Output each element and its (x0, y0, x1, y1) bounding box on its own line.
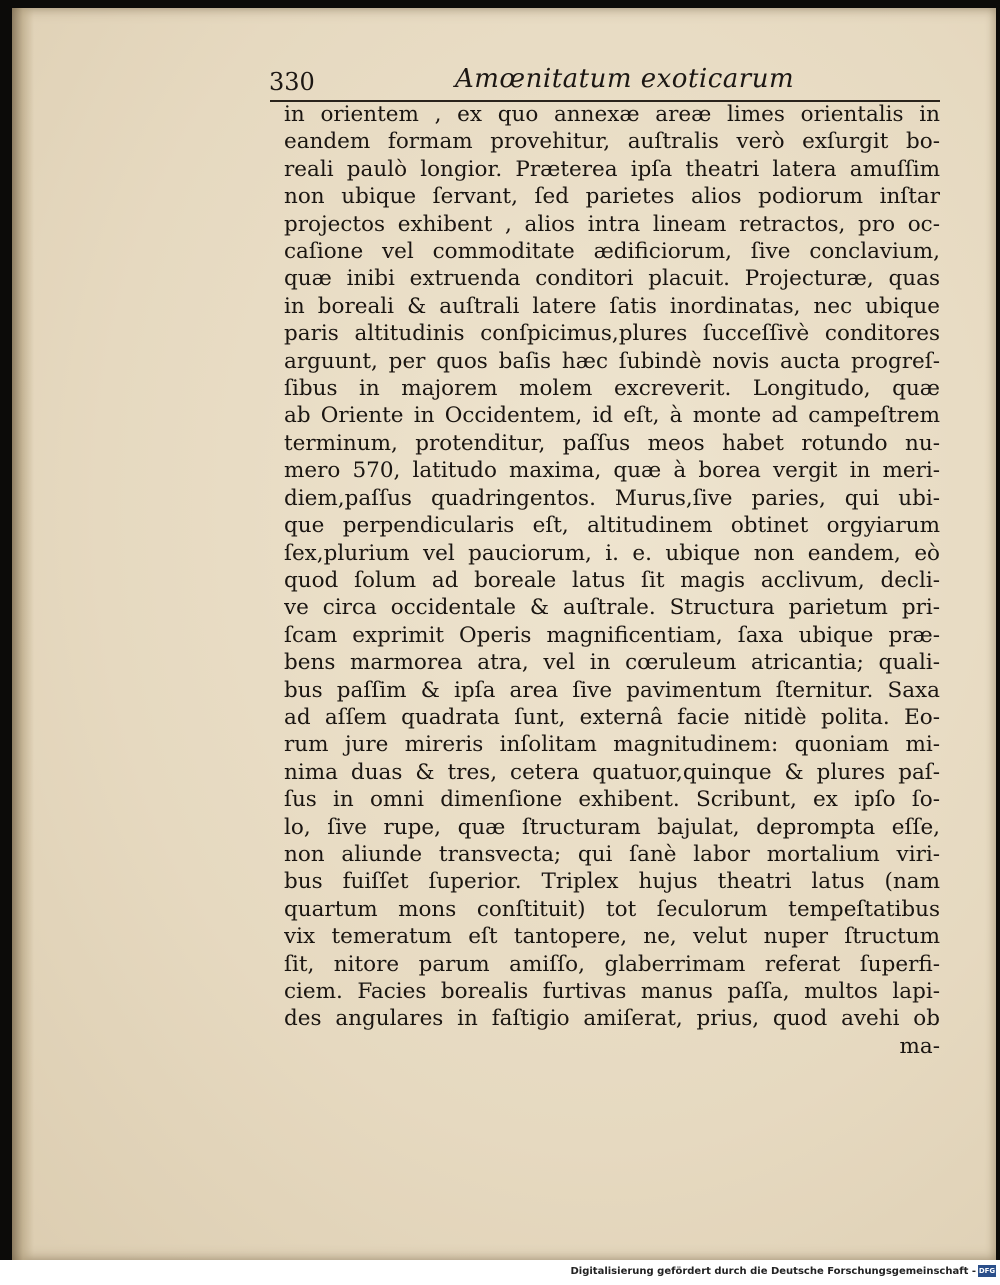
text-line: in orientem , ex quo annexæ areæ limes orientalis in (284, 102, 940, 127)
text-line: quartum mons conſtituit) tot ſeculorum tempeſtatibus (284, 896, 940, 922)
text-line: terminum, protenditur, paſſus meos habet rotundo nu- (284, 430, 940, 456)
text-line: diem,paſſus quadringentos. Murus,ſive paries, qui ubi- (284, 485, 940, 511)
text-line: bens marmorea atra, vel in cœruleum atricantia; quali- (284, 650, 940, 676)
text-line: in boreali & auſtrali latere ſatis inordinatas, nec ubique (284, 293, 940, 319)
text-line: lo, ſive rupe, quæ ſtructuram bajulat, deprompta eſſe, (284, 814, 940, 840)
text-line: eandem formam provehitur, auſtralis verò exſurgit bo- (284, 129, 940, 155)
text-line: ab Oriente in Occidentem, id eſt, à monte ad campeſtrem (284, 403, 940, 429)
text-line: arguunt, per quos baſis hæc ſubindè novis aucta progreſ- (284, 348, 940, 374)
text-line: vix temeratum eſt tantopere, ne, velut nuper ſtructum (284, 924, 940, 950)
footer-bar (0, 1260, 1000, 1285)
text-line: ciem. Facies borealis furtivas manus paſſa, multos lapi- (284, 979, 940, 1004)
text-line: rum jure mireris inſolitam magnitudinem: quoniam mi- (284, 732, 940, 758)
text-line: ſcam exprimit Operis magnificentiam, ſaxa ubique præ- (284, 622, 940, 648)
text-line: ſibus in majorem molem excreverit. Longitudo, quæ (284, 376, 940, 402)
funding-credit: Digitalisierung gefördert durch die Deutsche Forschungsgemeinschaft - (570, 1266, 976, 1277)
text-line: quod ſolum ad boreale latus ſit magis acclivum, decli- (284, 567, 940, 593)
catchword: ma- (899, 1033, 940, 1059)
body-text (284, 101, 940, 1060)
running-head (269, 62, 939, 96)
text-line: mero 570, latitudo maxima, quæ à borea vergit in meri- (284, 458, 940, 484)
page-number: 330 (269, 68, 315, 96)
text-line: bus paſſim & ipſa area ſive pavimentum ſternitur. Saxa (284, 677, 940, 703)
text-line: quæ inibi extruenda conditori placuit. Projecturæ, quas (284, 266, 940, 292)
text-line: ſit, nitore parum amiſſo, glaberrimam referat ſuperfi- (284, 951, 940, 977)
running-title: Amœnitatum exoticarum (455, 64, 795, 94)
text-line: non aliunde transvecta; qui ſanè labor mortalium viri- (284, 841, 940, 867)
text-line: projectos exhibent , alios intra lineam retractos, pro oc- (284, 211, 940, 237)
text-line: reali paulò longior. Præterea ipſa theatri latera amuſſim (284, 156, 940, 182)
text-line: ad aſſem quadrata ſunt, externâ facie nitidè polita. Eo- (284, 704, 940, 730)
text-line: des angulares in faſtigio amiſerat, prius, quod avehi ob (284, 1006, 940, 1032)
text-line: que perpendicularis eſt, altitudinem obtinet orgyiarum (284, 513, 940, 539)
text-line: bus fuiſſet ſuperior. Triplex hujus theatri latus (nam (284, 869, 940, 895)
text-line: caſione vel commoditate ædificiorum, ſive conclavium, (284, 239, 940, 265)
text-line: ſex,plurium vel pauciorum, i. e. ubique non eandem, eò (284, 540, 940, 566)
text-line: ſus in omni dimenſione exhibent. Scribunt, ex ipſo ſo- (284, 787, 940, 813)
text-line: nima duas & tres, cetera quatuor,quinque & plures paſ- (284, 759, 940, 785)
dfg-logo: DFG (978, 1267, 996, 1275)
text-line: ve circa occidentale & auſtrale. Structura parietum pri- (284, 595, 940, 621)
text-line: non ubique ſervant, ſed parietes alios podiorum inſtar (284, 184, 940, 210)
text-line: paris altitudinis conſpicimus,plures ſucceſſivè conditores (284, 321, 940, 347)
page-gutter-shadow (12, 8, 34, 1260)
